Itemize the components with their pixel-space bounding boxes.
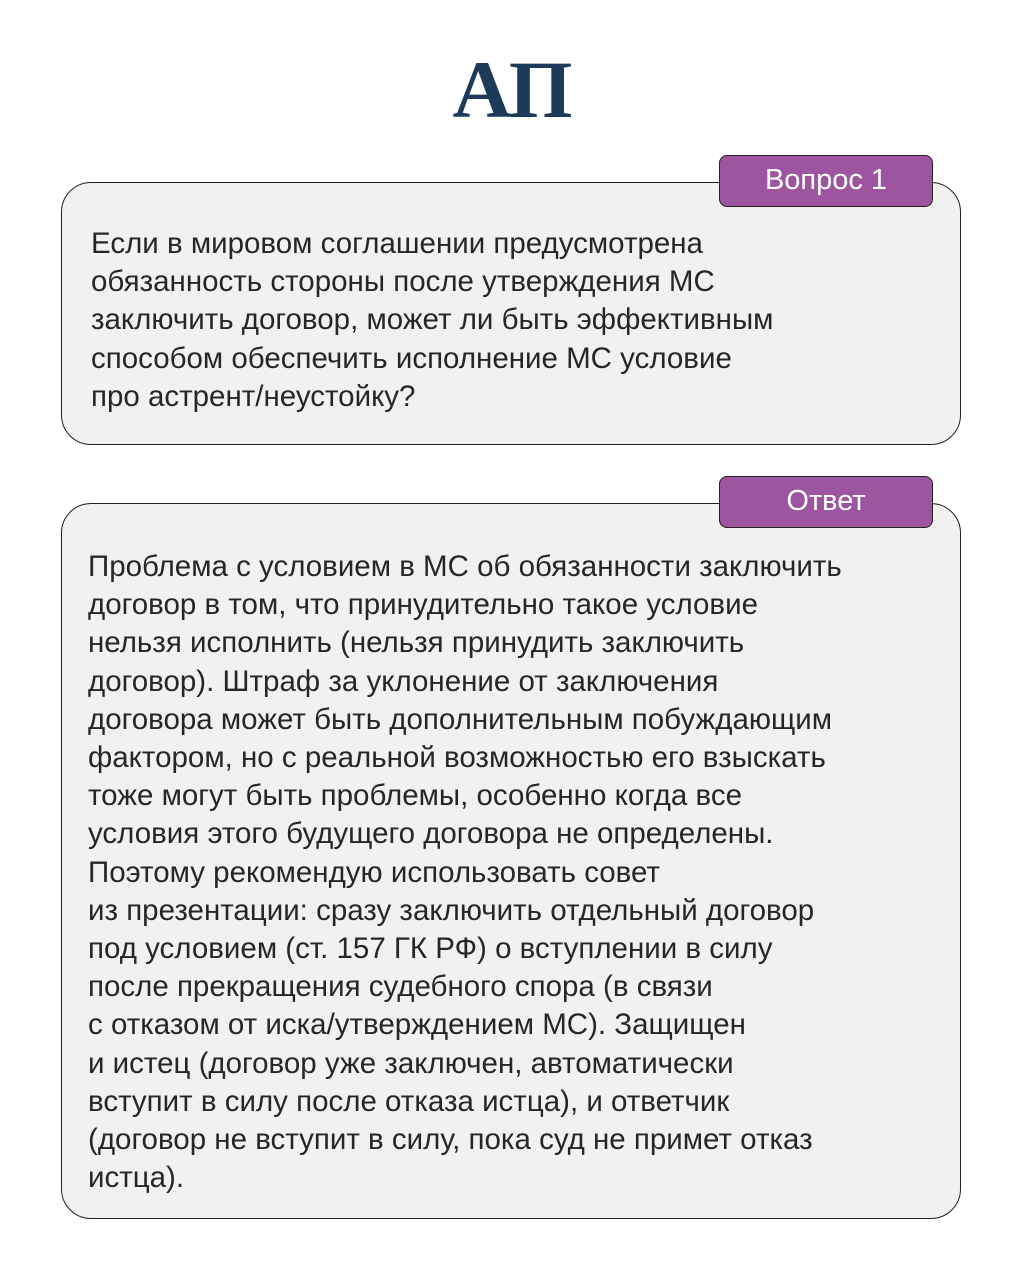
answer-card: [61, 503, 961, 1219]
answer-line: вступит в силу после отказа истца), и ответчик: [88, 1084, 730, 1118]
answer-line: (договор не вступит в силу, пока суд не примет отказ: [88, 1123, 813, 1157]
answer-line: Проблема с условием в МС об обязанности заключить: [88, 550, 842, 583]
answer-line: под условием (ст. 157 ГК РФ) о вступлении в силу: [88, 932, 773, 966]
question-line: обязанность стороны после утверждения МС: [91, 265, 715, 299]
answer-text: [88, 548, 842, 1197]
answer-line: тоже могут быть проблемы, особенно когда все: [88, 779, 742, 813]
answer-line: с отказом от иска/утверждением МС). Защищен: [88, 1008, 746, 1042]
question-line: способом обеспечить исполнение МС условие: [91, 341, 732, 375]
answer-line: и истец (договор уже заключен, автоматически: [88, 1046, 734, 1080]
answer-line: истца).: [88, 1161, 185, 1195]
question-line: про астрент/неустойку?: [91, 379, 416, 413]
answer-line: нельзя исполнить (нельзя принудить заключить: [88, 626, 745, 660]
question-text: [91, 225, 773, 416]
answer-line: договор в том, что принудительно такое условие: [88, 588, 758, 622]
question-card: [61, 182, 961, 445]
question-tag: Вопрос 1: [719, 155, 933, 207]
question-line: Если в мировом соглашении предусмотрена: [91, 227, 703, 260]
answer-tag: Ответ: [719, 476, 933, 528]
answer-line: условия этого будущего договора не определены.: [88, 817, 774, 851]
question-line: заключить договор, может ли быть эффективным: [91, 303, 774, 337]
answer-line: договора может быть дополнительным побуждающим: [88, 702, 833, 736]
answer-line: договор). Штраф за уклонение от заключения: [88, 664, 719, 698]
answer-line: из презентации: сразу заключить отдельный договор: [88, 893, 815, 927]
logo: АП: [452, 44, 572, 135]
answer-line: после прекращения судебного спора (в связи: [88, 970, 713, 1004]
answer-line: фактором, но с реальной возможностью его взыскать: [88, 741, 826, 775]
answer-line: Поэтому рекомендую использовать совет: [88, 855, 660, 889]
